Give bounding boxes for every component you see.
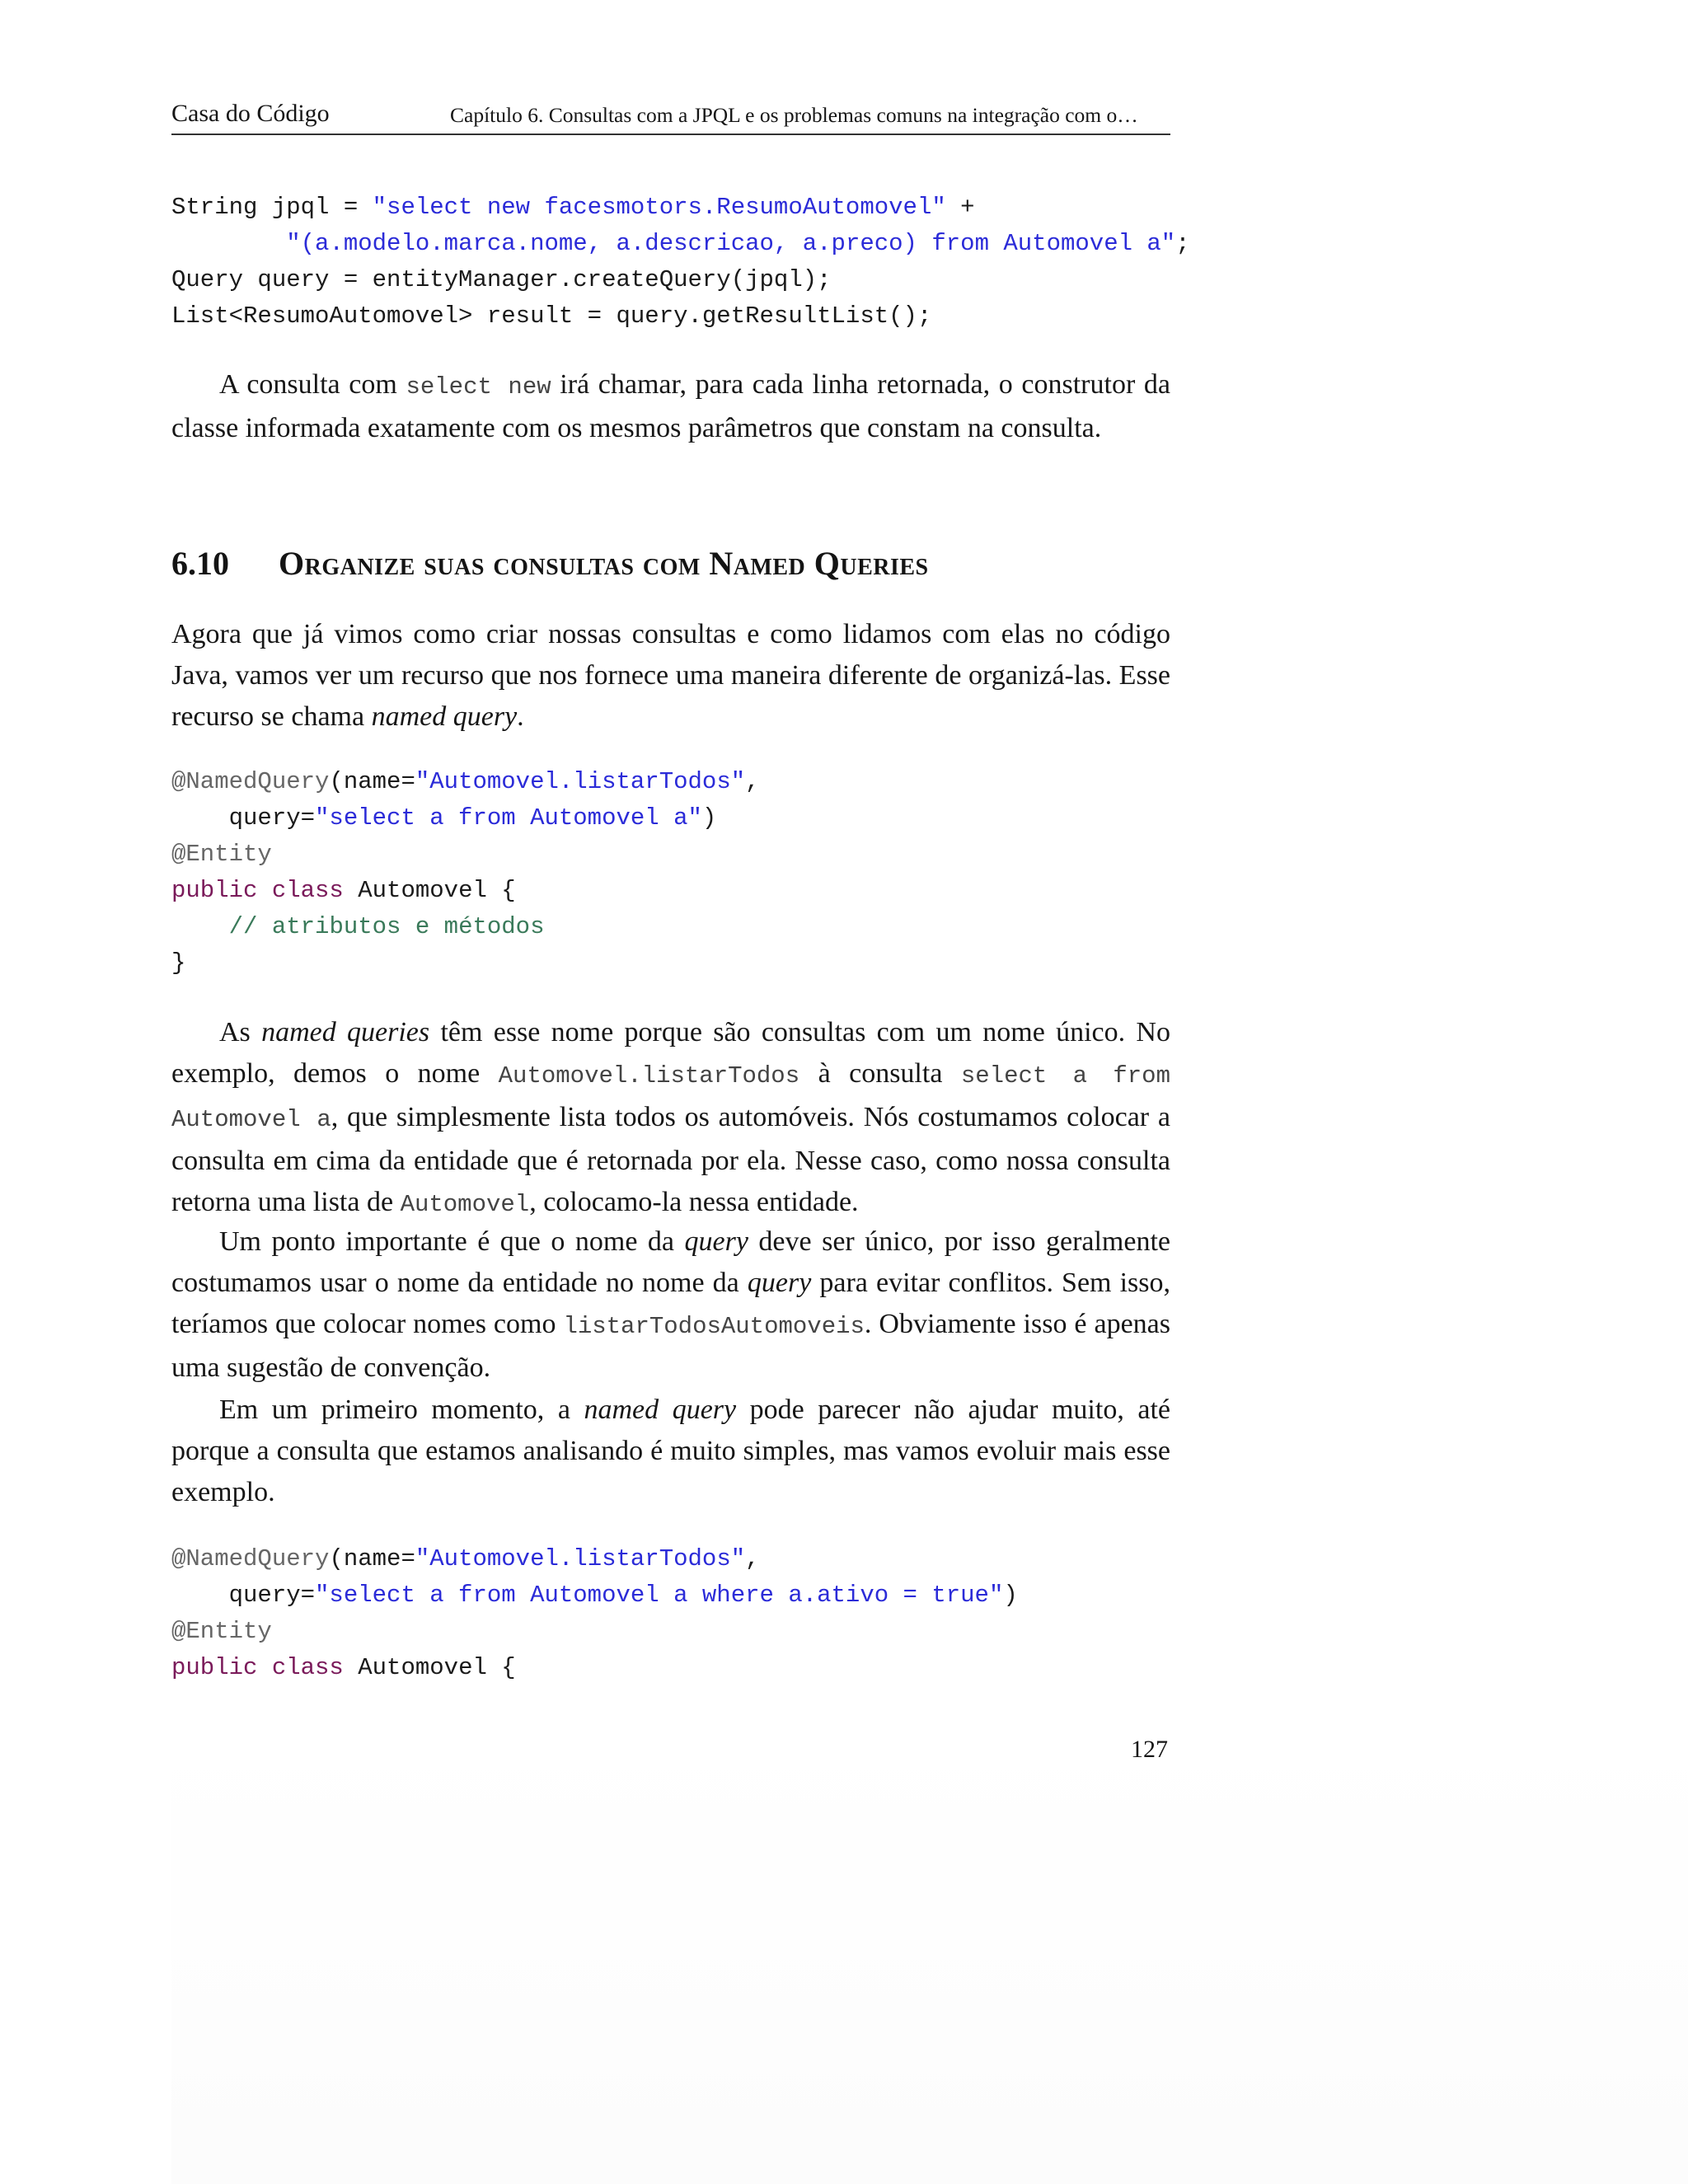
paragraph-named-queries-unique: As named queries têm esse nome porque são consultas com um nome único. No exemplo, demos o nome Automovel.listarTodos à consulta select a from Automovel a, que simplesmente lista todos os automóveis. Nós costumamos colocar a consulta em cima da entidade que é retornada por ela. Nesse caso, como nossa consulta retorna uma lista de Automovel, colocamo-la nessa entidade. (171, 1017, 1170, 1218)
header-chapter-title: Capítulo 6. Consultas com a JPQL e os problemas comuns na integração com o… (450, 103, 1138, 127)
code-block-named-query: @NamedQuery(name="Automovel.listarTodos", query="select a from Automovel a") @Entity public class Automovel { // atributos e métodos } (171, 768, 760, 977)
section-number: 6.10 (171, 545, 229, 582)
paragraph-select-new: A consulta com select new irá chamar, para cada linha retornada, o construtor da classe informada exatamente com os mesmos parâmetros que constam na consulta. (171, 369, 1170, 443)
page-number: 127 (1131, 1736, 1168, 1763)
page-background-shade (171, 1731, 1688, 2184)
running-header (171, 97, 1170, 135)
inline-code: Automovel (400, 1191, 530, 1218)
paragraph-evolve-example: Em um primeiro momento, a named query pode parecer não ajudar muito, até porque a consulta que estamos analisando é muito simples, mas vamos evoluir mais esse exemplo. (171, 1394, 1170, 1507)
section-title: Organize suas consultas com Named Queries (279, 545, 929, 582)
inline-code: listarTodosAutomoveis (563, 1313, 865, 1340)
inline-code: Automovel.listarTodos (498, 1062, 800, 1090)
paragraph-named-query-intro: Agora que já vimos como criar nossas consultas e como lidamos com elas no código Java, vamos ver um recurso que nos fornece uma maneira diferente de organizá-las. Esse recurso se chama named query. (171, 619, 1170, 732)
paragraph-query-name-convention: Um ponto importante é que o nome da query deve ser único, por isso geralmente costumamos usar o nome da entidade no nome da query para evitar conflitos. Sem isso, teríamos que colocar nomes como listarTodosAutomoveis. Obviamente isso é apenas uma sugestão de convenção. (171, 1226, 1171, 1383)
section-heading (171, 544, 1170, 583)
inline-code: select a from Automovel a (171, 1062, 1170, 1133)
header-book-title: Casa do Código (171, 100, 330, 127)
code-block-named-query-where: @NamedQuery(name="Automovel.listarTodos", query="select a from Automovel a where a.ativo = true") @Entity public class Automovel { (171, 1545, 1018, 1681)
inline-code: select new (406, 373, 551, 401)
code-block-jpql-select-new: String jpql = "select new facesmotors.ResumoAutomovel" + "(a.modelo.marca.nome, a.descricao, a.preco) from Automovel a"; Query query = entityManager.createQuery(jpql); List<ResumoAutomovel> result = query.getResultList(); (171, 194, 1190, 330)
